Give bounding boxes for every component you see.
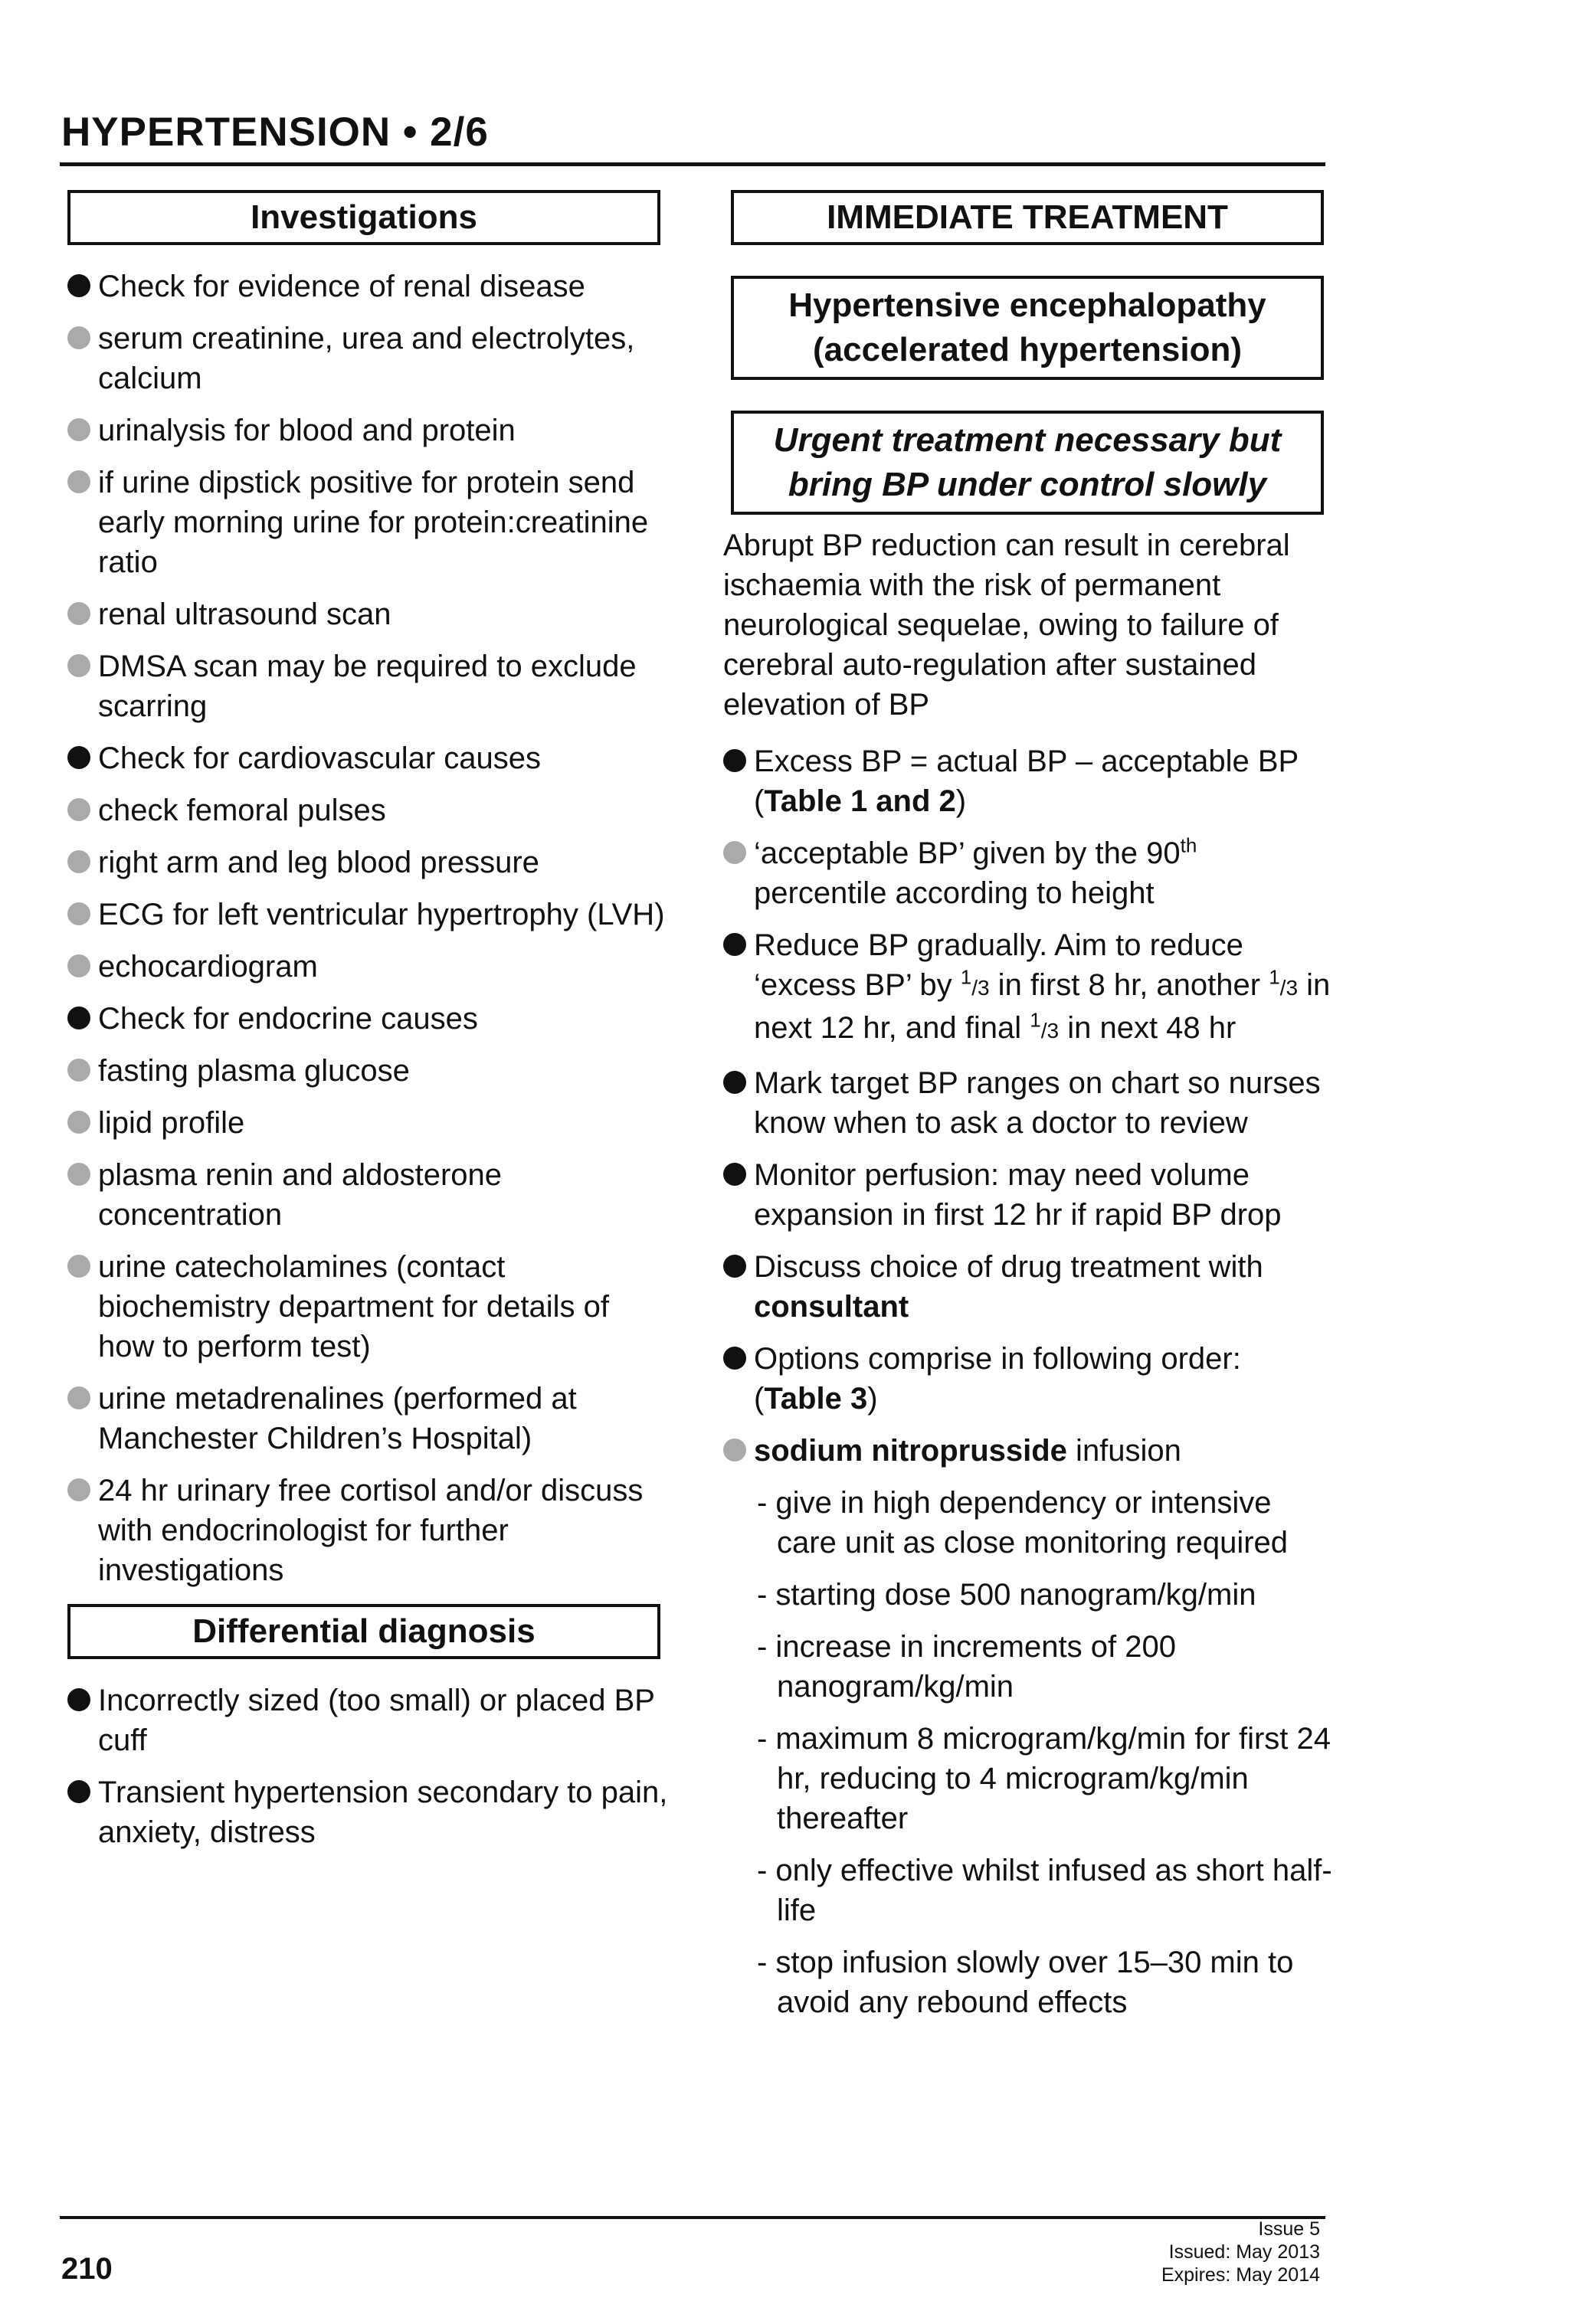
bullet-icon (723, 749, 746, 772)
header-rule (60, 162, 1325, 166)
list-item (67, 646, 673, 726)
list-item (67, 1155, 673, 1235)
treatment-list (723, 741, 1336, 1471)
list-item (723, 1339, 1336, 1419)
list-item (67, 1103, 673, 1143)
sub-bullet-icon (67, 654, 90, 677)
dosing-list (723, 1483, 1336, 2022)
urgent-treatment-heading (731, 411, 1324, 515)
sub-bullet-icon (67, 418, 90, 441)
list-item-text: if urine dipstick positive for protein send early morning urine for protein:creatinine ratio (98, 466, 649, 579)
sub-bullet-icon (67, 1059, 90, 1082)
list-item-text: ECG for left ventricular hypertrophy (LVH) (98, 898, 665, 931)
sub-bullet-icon (67, 1255, 90, 1278)
fraction-denominator: /3 (971, 976, 990, 1000)
urgent-line-2: bring BP under control slowly (788, 466, 1267, 503)
sub-bullet-icon (723, 841, 746, 864)
sub-bullet-icon (67, 954, 90, 977)
list-item (67, 1772, 673, 1852)
intro-paragraph: Abrupt BP reduction can result in cerebral ischaemia with the risk of permanent neurological sequelae, owing to failure of cerebral auto-regulation after sustained elevation of BP (723, 529, 1290, 722)
list-item-text: Transient hypertension secondary to pain, anxiety, distress (98, 1776, 668, 1849)
acceptable-text-end: percentile according to height (754, 876, 1155, 910)
reduce-text-3: in next 12 hr, and final (754, 968, 1331, 1045)
list-item-text: urine catecholamines (contact biochemistry department for details of how to perform test) (98, 1250, 609, 1363)
dosing-item: - maximum 8 microgram/kg/min for first 24 hr, reducing to 4 microgram/kg/min thereafter (757, 1722, 1332, 1835)
list-item-text: renal ultrasound scan (98, 597, 391, 631)
list-item (67, 947, 673, 987)
list-item (67, 267, 673, 306)
list-item (723, 1431, 1336, 1471)
footer-rule (60, 2216, 1325, 2219)
list-item (67, 895, 673, 935)
bullet-icon (67, 274, 90, 297)
list-item (723, 833, 1336, 913)
list-item (723, 925, 1336, 1051)
sub-bullet-icon (67, 470, 90, 493)
list-item-text: Check for endocrine causes (98, 1002, 478, 1036)
list-item-text: Incorrectly sized (too small) or placed BP cuff (98, 1684, 655, 1757)
superscript: th (1180, 833, 1197, 857)
bullet-icon (67, 1007, 90, 1029)
list-item (723, 1155, 1336, 1235)
bullet-icon (723, 1071, 746, 1094)
immediate-treatment-heading: IMMEDIATE TREATMENT (731, 190, 1324, 245)
sub-bullet-icon (67, 798, 90, 821)
list-item (67, 1247, 673, 1367)
left-column (67, 190, 673, 1864)
excess-bp-text: Excess BP = actual BP – acceptable BP ( (754, 745, 1299, 818)
list-item-text: urinalysis for blood and protein (98, 414, 516, 447)
list-item (67, 1681, 673, 1760)
list-item (67, 463, 673, 582)
list-item-text: serum creatinine, urea and electrolytes, calcium (98, 322, 635, 395)
list-item (723, 741, 1336, 821)
reduce-text-2: in first 8 hr, another (989, 968, 1269, 1002)
sub-bullet-icon (67, 326, 90, 349)
list-item (67, 594, 673, 634)
list-item (723, 1063, 1336, 1143)
consultant-text: consultant (754, 1290, 909, 1324)
options-text: Options comprise in following order: ( (754, 1342, 1241, 1416)
urgent-line-1: Urgent treatment necessary but (773, 421, 1282, 459)
dosing-item: - starting dose 500 nanogram/kg/min (757, 1578, 1256, 1612)
list-item (67, 1379, 673, 1458)
excess-bp-close: ) (955, 784, 967, 818)
bullet-icon (723, 1255, 746, 1278)
encephalopathy-line-1: Hypertensive encephalopathy (788, 286, 1266, 324)
fraction-numerator: 1 (1269, 965, 1280, 989)
table-ref: Table 1 and 2 (764, 784, 956, 818)
bullet-icon (67, 1688, 90, 1711)
issue-number: Issue 5 (1258, 2218, 1320, 2240)
page-title: HYPERTENSION • 2/6 (61, 110, 489, 155)
list-item (67, 843, 673, 882)
options-close: ) (867, 1382, 878, 1416)
encephalopathy-heading (731, 276, 1324, 380)
reduce-text-4: in next 48 hr (1059, 1011, 1237, 1045)
list-item (67, 999, 673, 1039)
bullet-icon (67, 1780, 90, 1803)
list-item (67, 1051, 673, 1091)
list-item-text: echocardiogram (98, 950, 318, 984)
page-number: 210 (61, 2252, 113, 2286)
list-item (67, 1471, 673, 1590)
table-ref: Table 3 (764, 1382, 868, 1416)
fraction-denominator: /3 (1279, 976, 1299, 1000)
list-item (723, 1247, 1336, 1327)
expires-date: Expires: May 2014 (1161, 2264, 1320, 2286)
sub-bullet-icon (67, 902, 90, 925)
bullet-icon (723, 1163, 746, 1186)
list-item-text: urine metadrenalines (performed at Manchester Children’s Hospital) (98, 1382, 577, 1455)
bullet-icon (723, 1347, 746, 1370)
drug-route: infusion (1066, 1434, 1181, 1468)
investigations-list (67, 267, 673, 1590)
sub-bullet-icon (723, 1439, 746, 1462)
fraction-numerator: 1 (1030, 1008, 1041, 1032)
discuss-text: Discuss choice of drug treatment with (754, 1250, 1263, 1284)
mark-target-text: Mark target BP ranges on chart so nurses know when to ask a doctor to review (754, 1066, 1321, 1140)
list-item (67, 738, 673, 778)
acceptable-text: ‘acceptable BP’ given by the 90 (754, 836, 1181, 870)
list-item-text: fasting plasma glucose (98, 1054, 410, 1088)
dosing-item: - only effective whilst infused as short half-life (757, 1854, 1332, 1927)
sub-bullet-icon (67, 850, 90, 873)
sub-bullet-icon (67, 1386, 90, 1409)
list-item-text: Check for cardiovascular causes (98, 741, 542, 775)
list-item (67, 411, 673, 450)
sub-bullet-icon (67, 602, 90, 625)
differential-list (67, 1681, 673, 1852)
reduce-text: Reduce BP gradually. Aim to reduce ‘excess BP’ by (754, 928, 1243, 1002)
dosing-item: - give in high dependency or intensive care unit as close monitoring required (757, 1486, 1289, 1560)
bullet-icon (723, 933, 746, 956)
list-item-text: check femoral pulses (98, 794, 386, 827)
sub-bullet-icon (67, 1478, 90, 1501)
encephalopathy-line-2: (accelerated hypertension) (813, 331, 1242, 368)
list-item-text: plasma renin and aldosterone concentration (98, 1158, 503, 1232)
list-item-text: 24 hr urinary free cortisol and/or discuss with endocrinologist for further investigations (98, 1474, 644, 1587)
investigations-heading: Investigations (67, 190, 660, 245)
issued-date: Issued: May 2013 (1168, 2241, 1320, 2263)
bullet-icon (67, 746, 90, 769)
differential-heading: Differential diagnosis (67, 1604, 660, 1659)
sub-bullet-icon (67, 1111, 90, 1134)
list-item-text: Check for evidence of renal disease (98, 270, 585, 303)
right-column (723, 190, 1336, 2034)
list-item-text: DMSA scan may be required to exclude scarring (98, 650, 637, 723)
fraction-numerator: 1 (960, 965, 972, 989)
dosing-item: - stop infusion slowly over 15–30 min to avoid any rebound effects (757, 1946, 1294, 2019)
list-item (67, 319, 673, 398)
issue-info (1161, 2218, 1320, 2286)
monitor-text: Monitor perfusion: may need volume expansion in first 12 hr if rapid BP drop (754, 1158, 1282, 1232)
list-item-text: right arm and leg blood pressure (98, 846, 539, 879)
list-item (67, 790, 673, 830)
sub-bullet-icon (67, 1163, 90, 1186)
dosing-item: - increase in increments of 200 nanogram/kg/min (757, 1630, 1176, 1704)
fraction-denominator: /3 (1040, 1019, 1060, 1043)
list-item-text: lipid profile (98, 1106, 245, 1140)
drug-name: sodium nitroprusside (754, 1434, 1067, 1468)
